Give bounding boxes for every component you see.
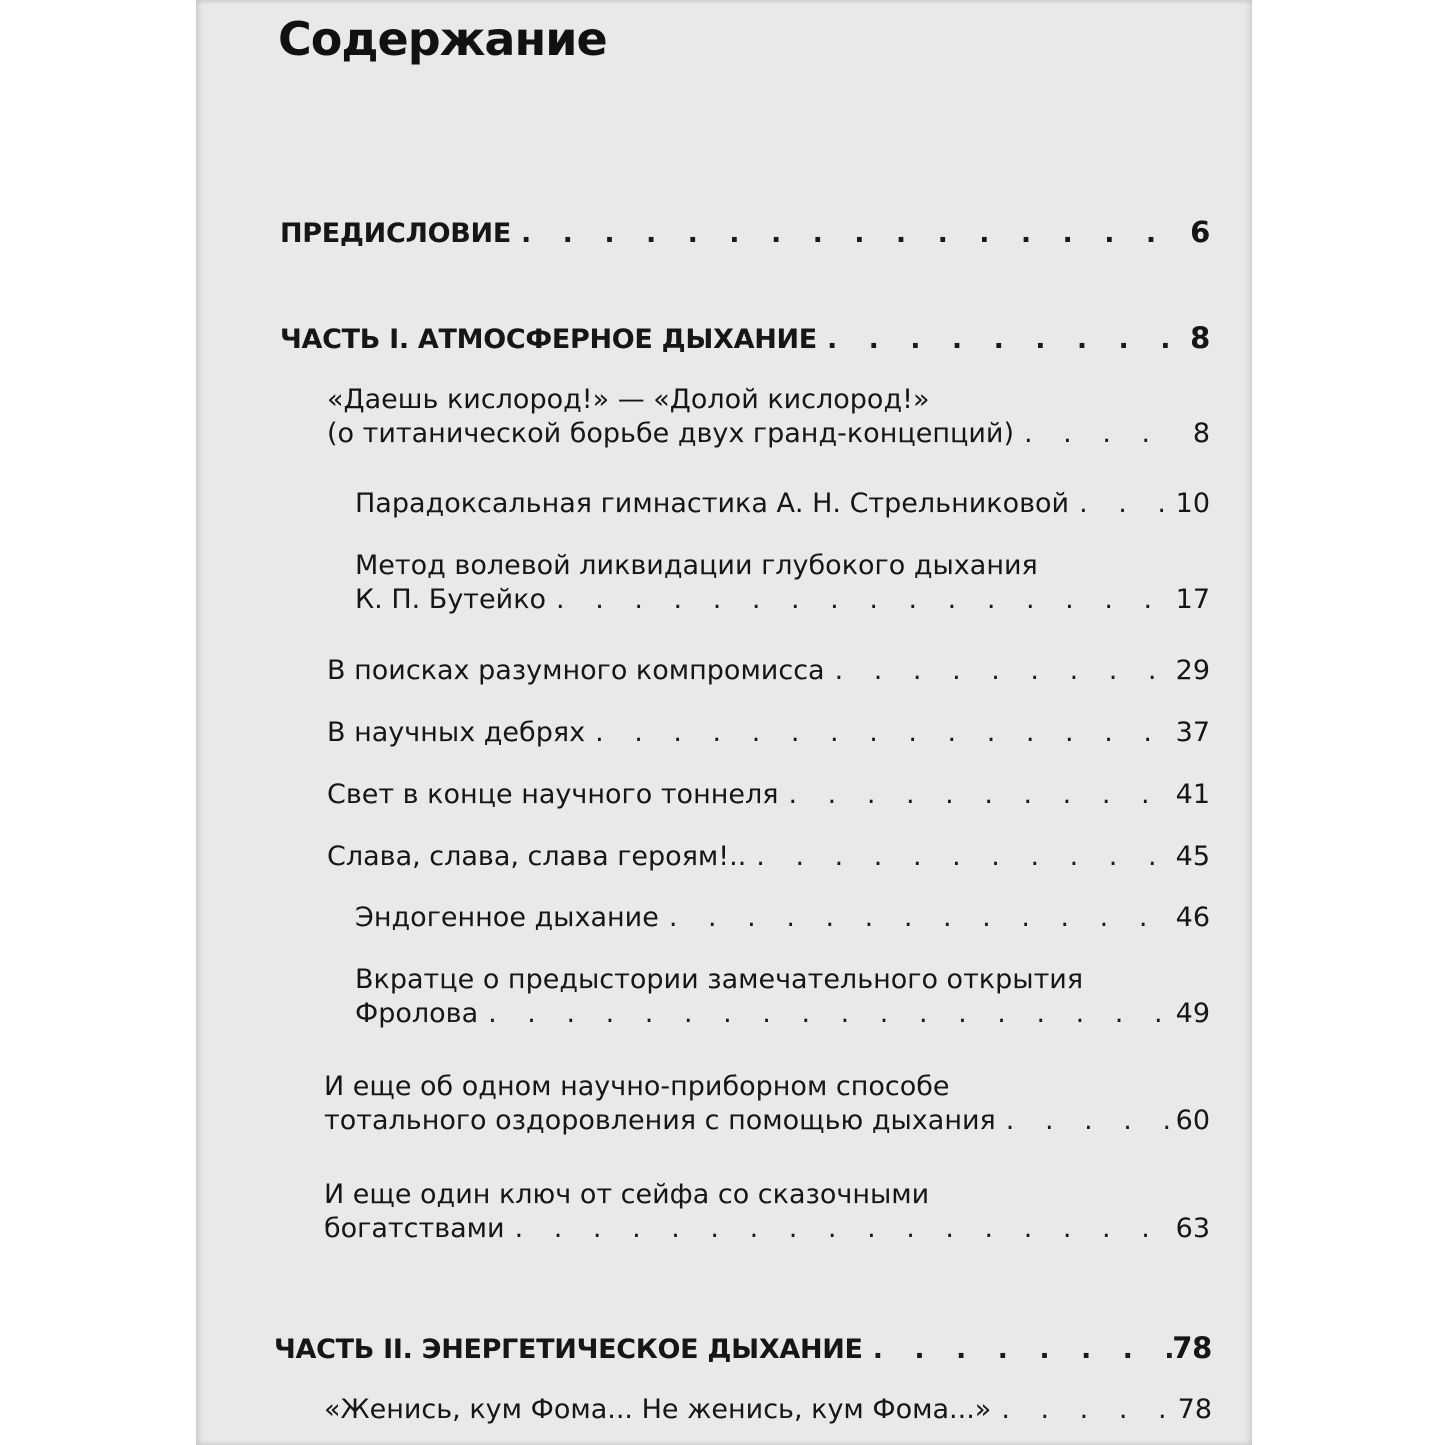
toc-entry-title: ПРЕДИСЛОВИЕ [280,218,511,249]
toc-page-number: 45 [1175,841,1210,872]
toc-page-number: 63 [1175,1213,1210,1244]
dot-leader [505,1212,1176,1246]
dot-leader [996,1104,1176,1138]
toc-entry-title: Эндогенное дыхание [355,902,659,933]
page-title: Содержание [278,12,607,66]
toc-entry-title: Слава, слава, слава героям!.. [327,841,747,872]
toc-entry-title: ЧАСТЬ I. АТМОСФЕРНОЕ ДЫХАНИЕ [280,324,817,355]
toc-entry-title-line: «Даешь кислород!» — «Долой кислород!» [327,384,930,415]
dot-leader [1069,487,1176,521]
toc-entry-title-line: И еще один ключ от сейфа со сказочными [324,1179,930,1210]
toc-entry-preface [280,215,1210,251]
toc-entry [355,487,1210,521]
toc-entry-title-line: (о титанической борьбе двух гранд-концепций) [327,418,1014,449]
toc-page-number: 41 [1175,779,1210,810]
toc-entry [327,654,1210,688]
toc-entry-title: В поисках разумного компромисса [327,655,825,686]
toc-entry-title: ЧАСТЬ II. ЭНЕРГЕТИЧЕСКОЕ ДЫХАНИЕ [274,1334,863,1365]
dot-leader [511,217,1178,251]
toc-page-number: 78 [1172,1331,1212,1365]
dot-leader [825,654,1176,688]
toc-entry-title-line: К. П. Бутейко [355,584,547,615]
dot-leader [585,716,1176,750]
toc-entry [327,778,1210,812]
dot-leader [1014,417,1178,451]
toc-entry [327,383,1210,451]
toc-entry-title-line: Фролова [355,998,479,1029]
toc-entry [324,1393,1212,1427]
toc-page-number: 78 [1177,1394,1212,1425]
toc-entry-title: «Женись, кум Фома... Не женись, кум Фома...» [324,1394,992,1425]
toc-page-number: 6 [1190,215,1210,249]
dot-leader [991,1393,1177,1427]
toc-entry-title-line: Метод волевой ликвидации глубокого дыхания [355,550,1038,581]
toc-entry-title: В научных дебрях [327,717,586,748]
toc-entry [327,716,1210,750]
toc-page-number: 37 [1175,717,1210,748]
toc-entry [327,840,1210,874]
toc-page-number: 17 [1175,584,1210,615]
toc-page-number: 46 [1175,902,1210,933]
toc-entry-title-line: богатствами [324,1213,505,1244]
book-page [196,0,1252,1445]
toc-page-number: 8 [1190,321,1210,355]
toc-entry [355,963,1210,1031]
dot-leader [478,997,1176,1031]
toc-entry-title-line: тотального оздоровления с помощью дыхания [324,1105,996,1136]
toc-entry [324,1178,1210,1246]
toc-entry-title-line: И еще об одном научно-приборном способе [324,1071,950,1102]
dot-leader [659,901,1176,935]
toc-entry-title-line: Вкратце о предыстории замечательного открытия [355,964,1084,995]
toc-entry-title: Свет в конце научного тоннеля [327,779,779,810]
dot-leader [817,323,1178,357]
toc-entry [324,1070,1210,1138]
dot-leader [779,778,1176,812]
toc-entry-title: Парадоксальная гимнастика А. Н. Стрельниковой [355,488,1070,519]
toc-entry [355,549,1210,617]
dot-leader [746,840,1175,874]
toc-entry-part-1 [280,321,1210,357]
dot-leader [546,583,1176,617]
toc-entry-part-2 [274,1331,1212,1367]
toc-page-number: 49 [1175,998,1210,1029]
dot-leader [863,1333,1173,1367]
toc-page-number: 60 [1175,1105,1210,1136]
toc-page-number: 29 [1175,655,1210,686]
toc-entry [355,901,1210,935]
toc-page-number: 10 [1175,488,1210,519]
toc-page-number: 8 [1192,418,1210,449]
